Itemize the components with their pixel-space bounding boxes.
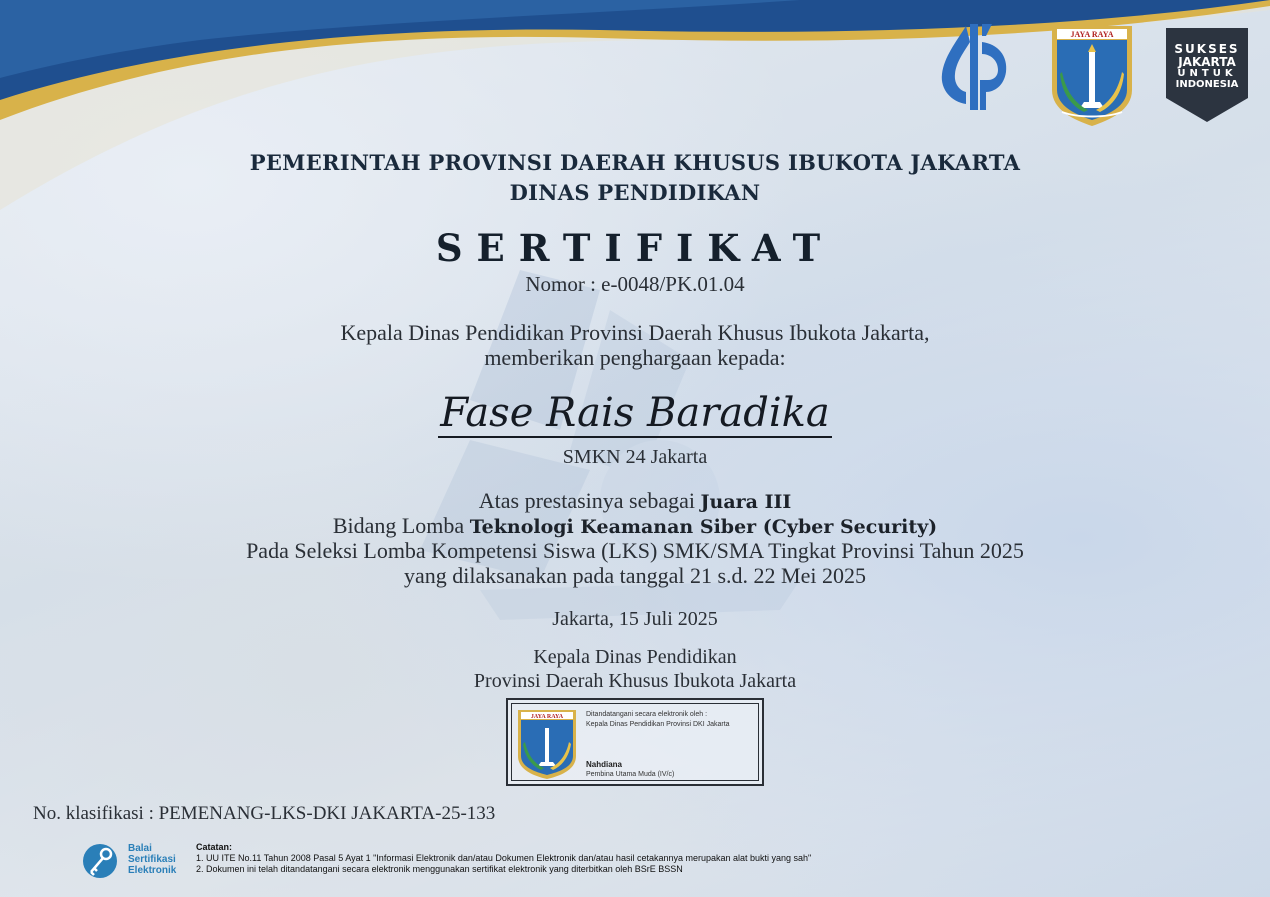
certificate-number: Nomor : e-0048/PK.01.04 (525, 272, 745, 296)
emblem-banner-text: JAYA RAYA (1070, 30, 1114, 39)
giver-line-2: memberikan penghargaan kepada: (484, 345, 786, 370)
achievement-prefix: Atas prestasinya sebagai (478, 488, 696, 513)
department-heading: DINAS PENDIDIKAN (509, 180, 761, 205)
signature-note-1: Ditandatangani secara elektronik oleh : (586, 711, 708, 718)
government-heading: PEMERINTAH PROVINSI DAERAH KHUSUS IBUKOTA JAKARTA (249, 150, 1021, 175)
field-prefix: Bidang Lomba (332, 513, 465, 538)
sukses-word-3: UNTUK (1177, 68, 1237, 79)
dates-line: yang dilaksanakan pada tanggal 21 s.d. 22 Mei 2025 (404, 563, 866, 588)
electronic-signature-box (506, 698, 764, 786)
achievement-line (0, 488, 1270, 514)
signature-emblem-icon (516, 708, 578, 780)
sukses-jakarta-logo (1166, 28, 1248, 122)
recipient-name: Fase Rais Baradika (440, 390, 830, 436)
signer-name: Nahdiana (586, 760, 623, 769)
giver-line-1: Kepala Dinas Pendidikan Provinsi Daerah Khusus Ibukota Jakarta, (340, 320, 930, 345)
achievement-rank: Juara III (700, 491, 792, 513)
certificate-title: SERTIFIKAT (435, 226, 835, 270)
recipient-school: SMKN 24 Jakarta (562, 446, 708, 468)
bsre-label (128, 843, 176, 876)
bsre-label-line-2: Sertifikasi (128, 854, 176, 865)
signature-note-2: Kepala Dinas Pendidikan Provinsi DKI Jakarta (586, 721, 730, 728)
sukses-word-4: INDONESIA (1175, 79, 1239, 90)
bsre-logo-icon (82, 841, 122, 881)
place-date: Jakarta, 15 Juli 2025 (552, 608, 718, 630)
signer-title-2: Provinsi Daerah Khusus Ibukota Jakarta (473, 670, 797, 692)
bsre-label-line-1: Balai (128, 843, 152, 854)
classification-number: No. klasifikasi : PEMENANG-LKS-DKI JAKARTA-25-133 (33, 803, 496, 824)
bsre-label-line-3: Elektronik (128, 865, 177, 876)
note-1: 1. UU ITE No.11 Tahun 2008 Pasal 5 Ayat 1 "Informasi Elektronik dan/atau Dokumen Elektronik dan/atau hasil cetakannya merupakan alat bukti yang sah" (196, 853, 812, 863)
event-line: Pada Seleksi Lomba Kompetensi Siswa (LKS) SMK/SMA Tingkat Provinsi Tahun 2025 (246, 538, 1024, 563)
recipient-name-wrapper (0, 390, 1270, 436)
sukses-word-2: JAKARTA (1178, 55, 1236, 69)
notes-title: Catatan: (196, 842, 233, 852)
signature-emblem-banner: JAYA RAYA (530, 714, 564, 720)
field-line (0, 513, 1270, 539)
footer-notes (196, 842, 811, 875)
signer-title-1: Kepala Dinas Pendidikan (533, 646, 737, 668)
jakarta-emblem-icon (1048, 22, 1136, 128)
field-name: Teknologi Keamanan Siber (Cyber Security) (469, 516, 938, 538)
sukses-word-1: SUKSES (1174, 42, 1240, 56)
note-2: 2. Dokumen ini telah ditandatangani secara elektronik menggunakan sertifikat elektronik yang diterbitkan oleh BSrE BSSN (196, 864, 683, 874)
dp-logo-icon (936, 22, 1016, 114)
signer-rank: Pembina Utama Muda (IV/c) (586, 771, 675, 778)
